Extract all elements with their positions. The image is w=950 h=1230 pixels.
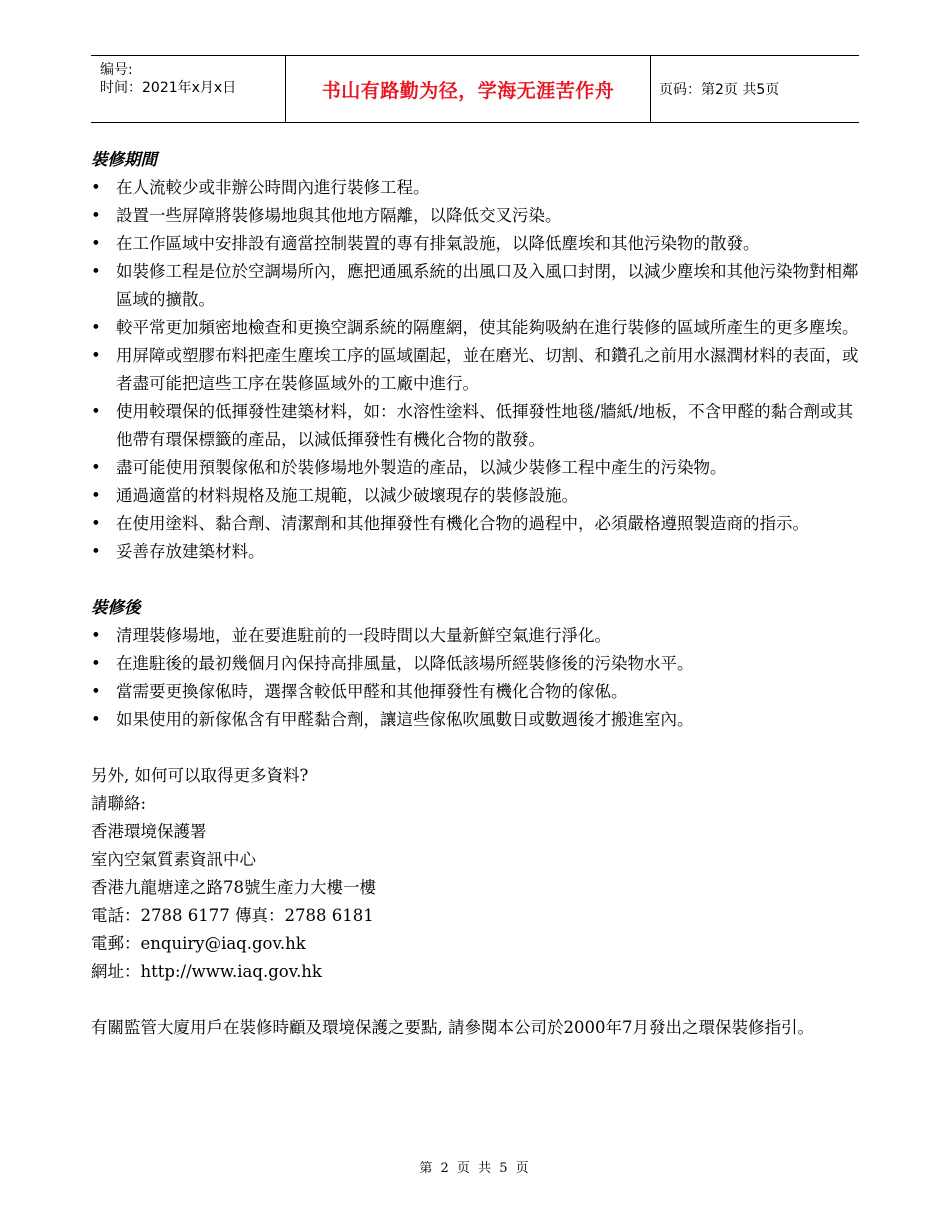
section-title-during: 裝修期間	[91, 150, 157, 169]
header-page-info: 页码：第2页 共5页	[659, 82, 780, 98]
list-item: • 在使用塗料、黏合劑、清潔劑和其他揮發性有機化合物的過程中，必須嚴格遵照製造商的指示。	[91, 510, 866, 538]
header-time-label: 时间：2021年x月x日	[100, 80, 237, 96]
document-body	[91, 146, 866, 1042]
header-number-label: 编号:	[100, 62, 133, 78]
contact-line: 香港九龍塘達之路78號生產力大樓一樓	[91, 878, 376, 897]
contact-line: 網址：http://www.iaq.gov.hk	[91, 962, 322, 981]
document-header	[91, 55, 859, 123]
contact-block	[91, 762, 866, 986]
contact-line: 電郵：enquiry@iaq.gov.hk	[91, 934, 306, 953]
header-motto: 书山有路勤为径，学海无涯苦作舟	[321, 79, 615, 102]
list-item: • 在工作區域中安排設有適當控制裝置的專有排氣設施，以降低塵埃和其他污染物的散發。	[91, 230, 866, 258]
list-item: • 通過適當的材料規格及施工規範，以減少破壞現存的裝修設施。	[91, 482, 866, 510]
contact-line: 另外, 如何可以取得更多資料?	[91, 766, 309, 785]
list-item: • 當需要更換傢俬時，選擇含較低甲醛和其他揮發性有機化合物的傢俬。	[91, 678, 866, 706]
list-item: • 妥善存放建築材料。	[91, 538, 866, 566]
contact-line: 香港環境保護署	[91, 822, 207, 841]
list-item: • 盡可能使用預製傢俬和於裝修場地外製造的產品，以減少裝修工程中產生的污染物。	[91, 454, 866, 482]
list-item: • 在人流較少或非辦公時間內進行裝修工程。	[91, 174, 866, 202]
header-page-cell	[651, 56, 859, 122]
during-list	[91, 174, 866, 566]
after-list	[91, 622, 866, 734]
spacer	[91, 986, 866, 1014]
spacer	[91, 566, 866, 594]
list-item: • 清理裝修場地，並在要進駐前的一段時間以大量新鮮空氣進行淨化。	[91, 622, 866, 650]
contact-line: 電話：2788 6177 傳真：2788 6181	[91, 906, 374, 925]
list-item: • 如果使用的新傢俬含有甲醛黏合劑，讓這些傢俬吹風數日或數週後才搬進室內。	[91, 706, 866, 734]
contact-line: 室內空氣質素資訊中心	[91, 850, 256, 869]
page-footer: 第 2 页 共 5 页	[419, 1161, 531, 1176]
spacer	[91, 734, 866, 762]
section-title-after: 裝修後	[91, 598, 141, 617]
list-item: • 如裝修工程是位於空調場所內，應把通風系統的出風口及入風口封閉，以減少塵埃和其他污染物對相鄰區域的擴散。	[91, 258, 866, 314]
list-item: • 設置一些屏障將裝修場地與其他地方隔離，以降低交叉污染。	[91, 202, 866, 230]
list-item: • 在進駐後的最初幾個月內保持高排風量，以降低該場所經裝修後的污染物水平。	[91, 650, 866, 678]
list-item: • 使用較環保的低揮發性建築材料，如：水溶性塗料、低揮發性地毯/牆紙/地板，不含甲醛的黏合劑或其他帶有環保標籤的產品，以減低揮發性有機化合物的散發。	[91, 398, 866, 454]
header-motto-cell	[286, 56, 651, 122]
closing-paragraph: 有關監管大廈用戶在裝修時顧及環境保護之要點, 請參閱本公司於2000年7月發出之環保裝修指引。	[91, 1018, 814, 1037]
list-item: • 較平常更加頻密地檢查和更換空調系統的隔塵網，使其能夠吸納在進行裝修的區域所產生的更多塵埃。	[91, 314, 866, 342]
header-meta-cell	[91, 56, 286, 122]
contact-line: 請聯絡:	[91, 794, 147, 813]
list-item: • 用屏障或塑膠布料把產生塵埃工序的區域圍起，並在磨光、切割、和鑽孔之前用水濕潤材料的表面，或者盡可能把這些工序在裝修區域外的工廠中進行。	[91, 342, 866, 398]
